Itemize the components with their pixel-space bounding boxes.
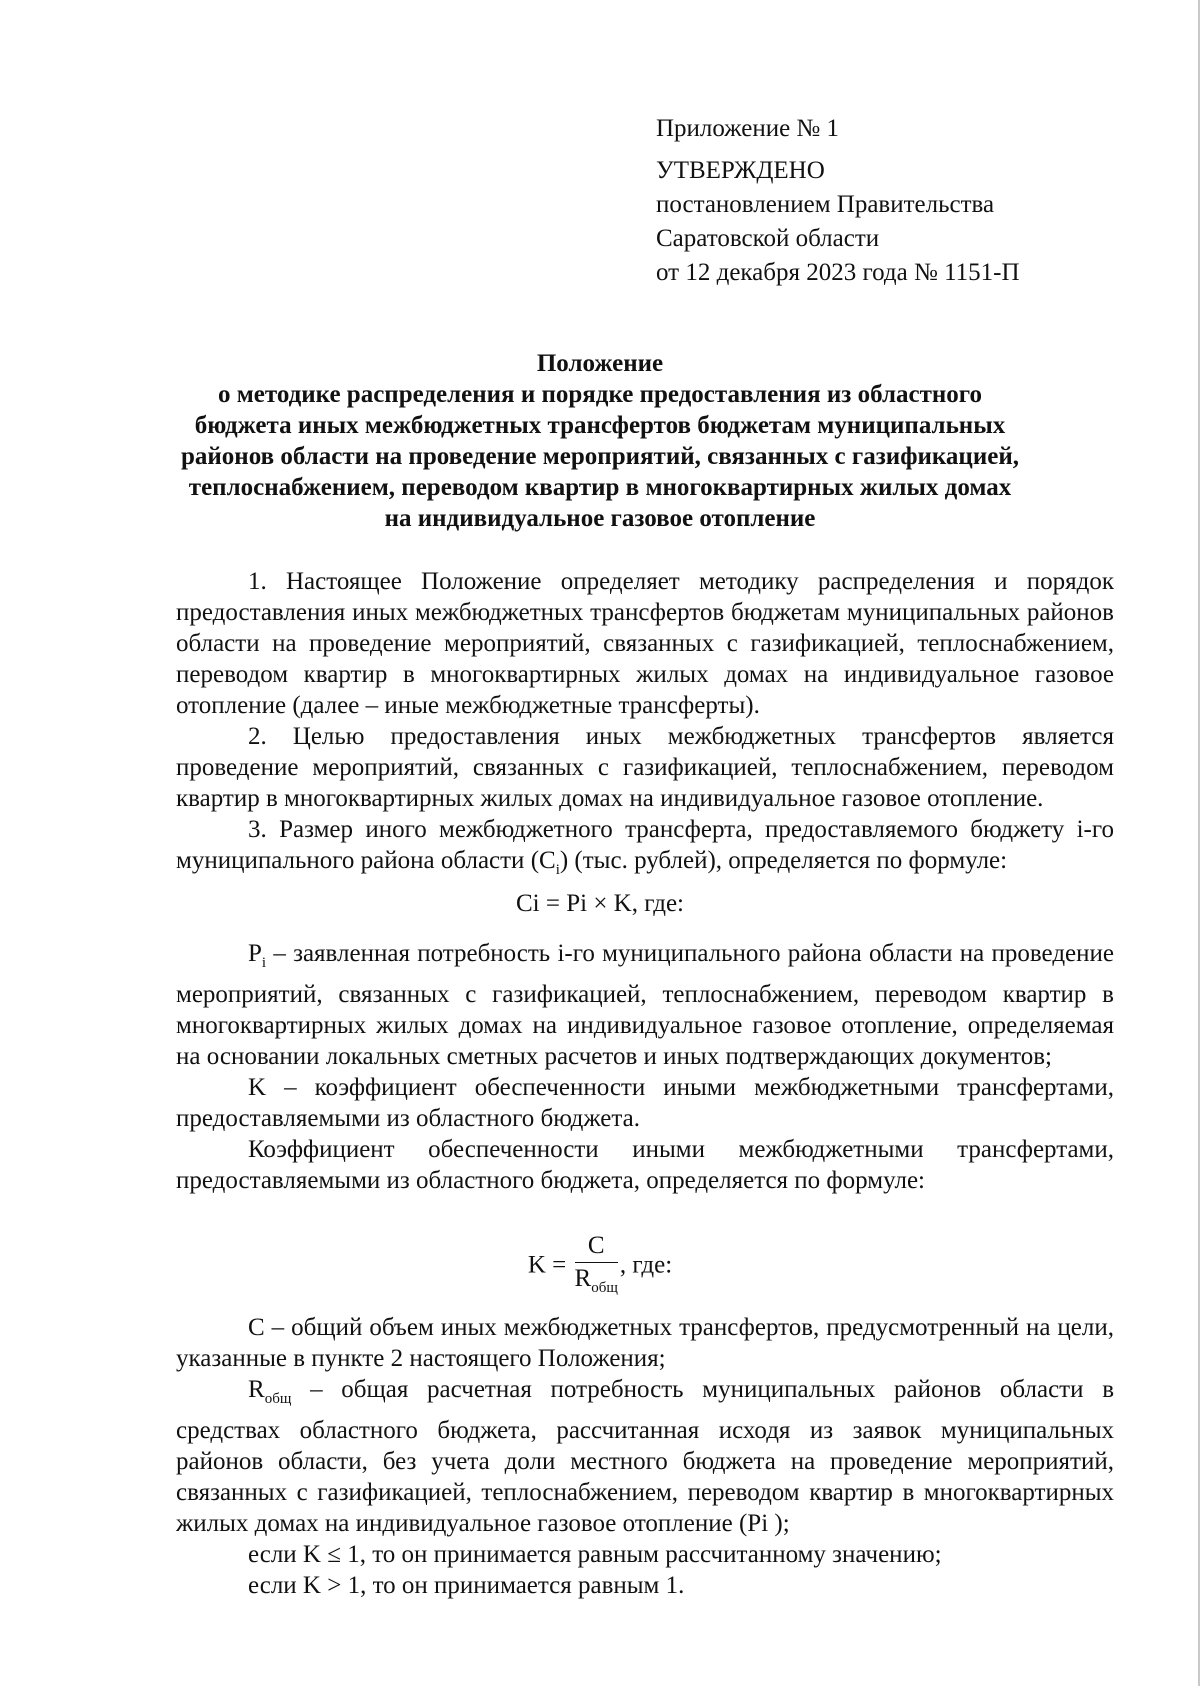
title-line-6: на индивидуальное газовое отопление	[384, 505, 816, 532]
condition-1: если K ≤ 1, то он принимается равным рассчитанному значению;	[248, 1541, 942, 1568]
var-r: R	[248, 1376, 265, 1403]
denominator-var: R	[574, 1265, 592, 1292]
section-definitions-1	[176, 938, 1114, 1196]
approval-date: от 12 декабря 2023 года № 1151-П	[656, 259, 1020, 286]
title-line-5: теплоснабжением, переводом квартир в многоквартирных жилых домах	[188, 474, 1012, 501]
paragraph-1: 1. Настоящее Положение определяет методику распределения и порядок предоставления иных межбюджетных трансфертов бюджетам муниципальных районов области на проведение мероприятий, связанных с газификацией, теплоснабжением, переводом квартир в многоквартирных жилых домах на индивидуальное газовое отопление (далее – иные межбюджетные трансферты).	[176, 568, 1114, 719]
approved-stamp: УТВЕРЖДЕНО	[656, 157, 825, 184]
var-r-subscript: общ	[264, 1391, 292, 1407]
approval-block	[656, 112, 1020, 290]
paragraph-3	[176, 814, 1114, 886]
coefficient-intro: Коэффициент обеспеченности иными межбюджетными трансфертами, предоставляемыми из областного бюджета, определяется по формуле:	[176, 1136, 1114, 1194]
section-intro	[176, 566, 1114, 886]
formula-suffix: , где:	[619, 1251, 673, 1279]
var-p-subscript: i	[261, 955, 267, 971]
paragraph-3-subscript: i	[555, 862, 560, 878]
paragraph-3-end: ) (тыс. рублей), определяется по формуле:	[559, 847, 1008, 874]
fraction-denominator	[575, 1263, 618, 1302]
title-line-3: бюджета иных межбюджетных трансфертов бюджетам муниципальных	[194, 412, 1006, 439]
definition-r-text: – общая расчетная потребность муниципальных районов области в средствах областного бюджета, рассчитанная исходя из заявок муниципальных районов области, без учета доли местного бюджета на проведение мероприятий, связанных с газификацией, теплоснабжением, переводом квартир в многоквартирных жилых домах на индивидуальное газовое отопление (Pi );	[176, 1376, 1114, 1537]
title-line-4: районов области на проведение мероприятий, связанных с газификацией,	[181, 443, 1019, 470]
fraction	[575, 1232, 618, 1302]
annex-number: Приложение № 1	[656, 115, 840, 142]
var-p: P	[248, 940, 262, 967]
definition-c: С – общий объем иных межбюджетных трансфертов, предусмотренный на цели, указанные в пункте 2 настоящего Положения;	[176, 1314, 1114, 1372]
formula-transfer: Ci = Pi × K, где:	[516, 890, 684, 917]
definition-p	[176, 938, 1114, 1072]
formula-lhs: K =	[527, 1251, 567, 1279]
condition-2: если K > 1, то он принимается равным 1.	[248, 1572, 685, 1599]
definition-k: K – коэффициент обеспеченности иными межбюджетными трансфертами, предоставляемыми из областного бюджета.	[176, 1074, 1114, 1132]
document-title	[150, 348, 1050, 534]
formula-coefficient	[0, 1232, 1200, 1302]
fraction-numerator: C	[575, 1232, 618, 1263]
definition-p-text: – заявленная потребность i-го муниципального района области на проведение мероприятий, связанных с газификацией, теплоснабжением, переводом квартир в многоквартирных жилых домах на индивидуальное газовое отопление, определяемая на основании локальных сметных расчетов и иных подтверждающих документов;	[176, 940, 1114, 1070]
approving-region: Саратовской области	[656, 225, 880, 252]
title-line-2: о методике распределения и порядке предоставления из областного	[218, 381, 982, 408]
approved-by: постановлением Правительства	[656, 191, 995, 218]
paragraph-2: 2. Целью предоставления иных межбюджетных трансфертов является проведение мероприятий, связанных с газификацией, теплоснабжением, переводом квартир в многоквартирных жилых домах на индивидуальное газовое отопление.	[176, 723, 1114, 812]
paragraph-3-start: 3. Размер иного межбюджетного трансферта, предоставляемого бюджету i-го муниципального района области (C	[176, 816, 1114, 874]
definition-r	[176, 1374, 1114, 1539]
section-definitions-2	[176, 1312, 1114, 1601]
denominator-subscript: общ	[591, 1280, 618, 1296]
title-line-1: Положение	[536, 350, 664, 377]
